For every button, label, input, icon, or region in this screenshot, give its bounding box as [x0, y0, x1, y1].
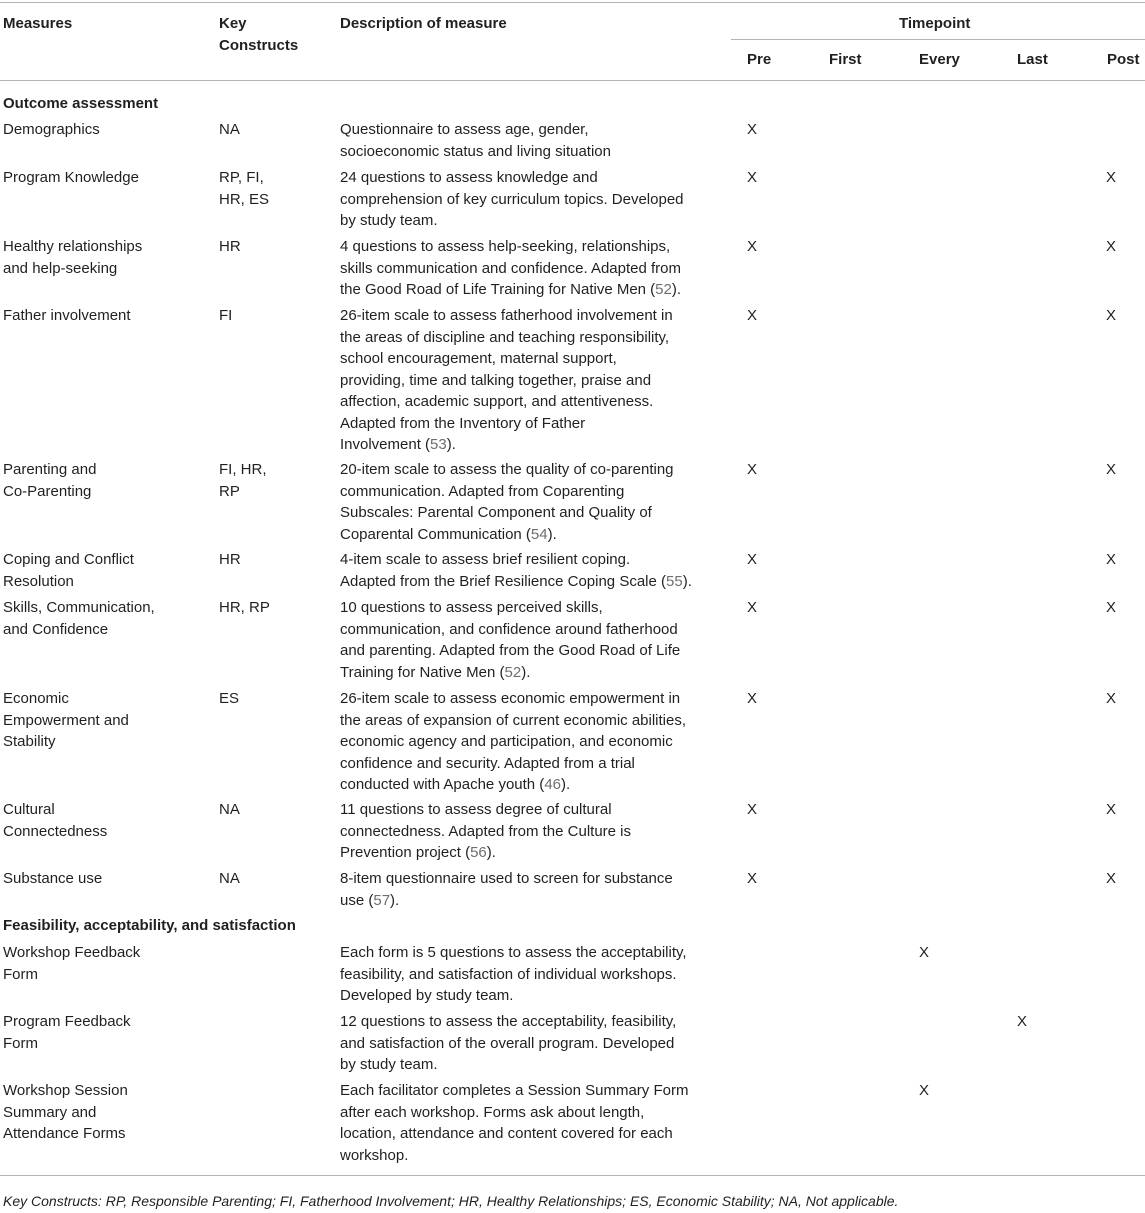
header-key-constructs: Key Constructs — [219, 15, 299, 54]
timepoint-mark: X — [1106, 169, 1117, 186]
timepoint-mark: X — [1106, 461, 1117, 478]
measure-description — [340, 868, 720, 911]
description-line: comprehension of key curriculum topics. Developed — [340, 190, 684, 208]
measure-name: Economic Empowerment and Stability — [3, 690, 129, 750]
key-constructs: FI — [219, 307, 233, 324]
description-line: the Good Road of Life Training for Native Men (52). — [340, 281, 682, 298]
measure-description — [340, 799, 720, 864]
description-line: confidence and security. Adapted from a trial — [340, 754, 635, 772]
measure-description — [340, 688, 720, 796]
timepoint-underline — [731, 39, 1145, 40]
header-pre: Pre — [747, 51, 772, 68]
description-line: conducted with Apache youth (46). — [340, 776, 571, 793]
description-line: 12 questions to assess the acceptability, feasibility, — [340, 1013, 677, 1030]
timepoint-mark: X — [1106, 690, 1117, 707]
measure-name: Skills, Communication, and Confidence — [3, 599, 155, 638]
description-line: school encouragement, maternal support, — [340, 350, 617, 367]
measure-description — [340, 1011, 720, 1076]
description-line: 11 questions to assess degree of cultural — [340, 801, 612, 818]
measure-description — [340, 167, 720, 232]
description-line: Each form is 5 questions to assess the acceptability, — [340, 944, 687, 961]
key-constructs: ES — [219, 690, 240, 707]
description-line: skills communication and confidence. Adapted from — [340, 259, 682, 277]
description-line: Training for Native Men (52). — [340, 663, 531, 681]
header-every: Every — [919, 51, 960, 68]
measure-name: Workshop Feedback Form — [3, 944, 141, 983]
measure-name: Substance use — [3, 870, 103, 887]
measure-name: Father involvement — [3, 307, 131, 324]
measure-name: Program Knowledge — [3, 169, 139, 186]
description-line: 10 questions to assess perceived skills, — [340, 599, 603, 616]
key-constructs: FI, HR, RP — [219, 461, 267, 500]
description-line: feasibility, and satisfaction of individual workshops. — [340, 965, 677, 983]
timepoint-mark: X — [747, 238, 758, 255]
timepoint-mark: X — [747, 870, 758, 887]
timepoint-mark: X — [1106, 238, 1117, 255]
header-rule — [0, 80, 1145, 81]
header-description: Description of measure — [340, 15, 507, 32]
citation-reference[interactable]: 52 — [655, 281, 672, 298]
description-line: and parenting. Adapted from the Good Road of Life — [340, 642, 681, 659]
description-line: use (57). — [340, 891, 400, 909]
timepoint-mark: X — [1106, 307, 1117, 324]
measure-description — [340, 597, 720, 683]
timepoint-mark: X — [747, 121, 758, 138]
header-measures: Measures — [3, 15, 73, 32]
timepoint-mark: X — [747, 307, 758, 324]
description-line: Adapted from the Inventory of Father — [340, 414, 586, 432]
description-line: communication, and confidence around fatherhood — [340, 620, 678, 638]
header-post: Post — [1107, 51, 1140, 68]
description-line: Each facilitator completes a Session Summary Form — [340, 1082, 689, 1099]
description-line: the areas of discipline and teaching responsibility, — [340, 328, 670, 346]
description-line: and satisfaction of the overall program. Developed — [340, 1034, 675, 1052]
measure-name: Workshop Session Summary and Attendance Forms — [3, 1082, 128, 1142]
header-first: First — [829, 51, 862, 68]
table-footnote: Key Constructs: RP, Responsible Parenting; FI, Fatherhood Involvement; HR, Healthy Relationships; ES, Economic Stability; NA, Not applicable. — [3, 1193, 899, 1209]
measure-name: Cultural Connectedness — [3, 801, 108, 840]
description-line: 8-item questionnaire used to screen for substance — [340, 870, 673, 887]
measure-name: Coping and Conflict Resolution — [3, 551, 134, 590]
description-line: the areas of expansion of current economic abilities, — [340, 711, 687, 729]
measure-description — [340, 459, 720, 545]
timepoint-mark: X — [747, 690, 758, 707]
timepoint-mark: X — [919, 1082, 930, 1099]
description-line: Subscales: Parental Component and Quality of — [340, 504, 652, 521]
description-line: workshop. — [340, 1146, 409, 1164]
description-line: by study team. — [340, 212, 438, 229]
bottom-rule — [0, 1175, 1145, 1176]
description-line: by study team. — [340, 1056, 438, 1073]
description-line: location, attendance and content covered for each — [340, 1125, 673, 1142]
key-constructs: HR — [219, 238, 241, 255]
key-constructs: RP, FI, HR, ES — [219, 169, 270, 208]
description-line: providing, time and talking together, praise and — [340, 371, 652, 389]
description-line: Questionnaire to assess age, gender, — [340, 121, 589, 138]
description-line: affection, academic support, and attentiveness. — [340, 393, 654, 410]
measure-description — [340, 119, 720, 162]
citation-reference[interactable]: 53 — [430, 436, 447, 453]
description-line: 4 questions to assess help-seeking, relationships, — [340, 238, 671, 255]
measure-description — [340, 549, 720, 592]
timepoint-mark: X — [1106, 599, 1117, 616]
section-title: Outcome assessment — [3, 95, 159, 112]
key-constructs: HR, RP — [219, 599, 270, 616]
header-timepoint: Timepoint — [899, 15, 971, 32]
description-line: socioeconomic status and living situation — [340, 142, 611, 160]
measure-name: Healthy relationships and help-seeking — [3, 238, 143, 277]
citation-reference[interactable]: 46 — [544, 776, 561, 793]
citation-reference[interactable]: 52 — [504, 663, 522, 681]
citation-reference[interactable]: 54 — [530, 525, 548, 543]
timepoint-mark: X — [747, 551, 758, 568]
timepoint-mark: X — [1106, 551, 1117, 568]
header-last: Last — [1017, 51, 1048, 68]
measure-description — [340, 236, 720, 301]
description-line: after each workshop. Forms ask about length, — [340, 1103, 645, 1121]
top-rule — [0, 2, 1145, 3]
description-line: Involvement (53). — [340, 436, 456, 453]
timepoint-mark: X — [747, 461, 758, 478]
timepoint-mark: X — [919, 944, 930, 961]
timepoint-mark: X — [747, 169, 758, 186]
description-line: economic agency and participation, and economic — [340, 733, 673, 750]
measure-name: Program Feedback Form — [3, 1013, 131, 1052]
description-line: Prevention project (56). — [340, 844, 496, 861]
measure-description — [340, 1080, 720, 1166]
citation-reference[interactable]: 56 — [470, 844, 487, 861]
timepoint-mark: X — [747, 801, 758, 818]
description-line: 26-item scale to assess economic empowerment in — [340, 690, 681, 707]
key-constructs: NA — [219, 870, 240, 887]
key-constructs: HR — [219, 551, 241, 568]
citation-reference[interactable]: 57 — [373, 891, 391, 909]
description-line: communication. Adapted from Coparenting — [340, 482, 625, 500]
description-line: 26-item scale to assess fatherhood involvement in — [340, 307, 673, 324]
measure-description — [340, 305, 720, 456]
description-line: 20-item scale to assess the quality of co-parenting — [340, 461, 674, 478]
timepoint-mark: X — [1106, 870, 1117, 887]
description-line: connectedness. Adapted from the Culture is — [340, 822, 632, 840]
timepoint-mark: X — [747, 599, 758, 616]
key-constructs: NA — [219, 121, 240, 138]
measure-name: Demographics — [3, 121, 100, 138]
key-constructs: NA — [219, 801, 240, 818]
description-line: Developed by study team. — [340, 987, 514, 1004]
measure-description — [340, 942, 720, 1007]
description-line: 24 questions to assess knowledge and — [340, 169, 598, 186]
description-line: 4-item scale to assess brief resilient coping. — [340, 551, 631, 568]
description-line: Coparental Communication (54). — [340, 525, 557, 543]
citation-reference[interactable]: 55 — [666, 572, 683, 590]
description-line: Adapted from the Brief Resilience Coping Scale (55). — [340, 572, 692, 590]
measure-name: Parenting and Co-Parenting — [3, 461, 97, 500]
timepoint-mark: X — [1017, 1013, 1028, 1030]
section-title: Feasibility, acceptability, and satisfaction — [3, 917, 296, 934]
timepoint-mark: X — [1106, 801, 1117, 818]
